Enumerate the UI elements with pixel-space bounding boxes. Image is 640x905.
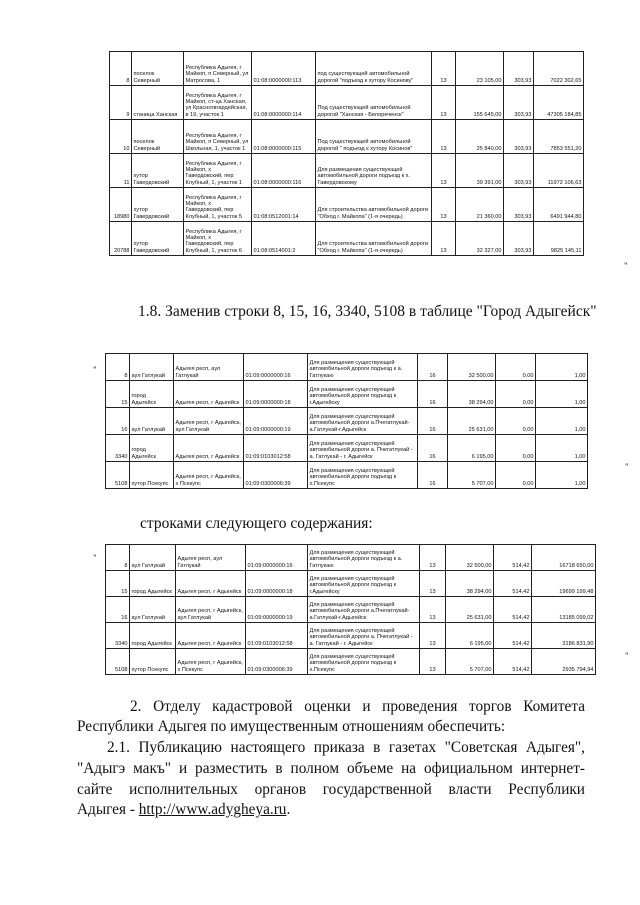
table-cell: 13 <box>420 545 446 571</box>
paragraph-2-1-line-2: "Адыгэ макъ" и разместить в полном объеме на официальном интернет- <box>77 760 585 777</box>
table-cell: 47305 184,85 <box>534 86 584 120</box>
table-cell: 0,00 <box>496 381 536 408</box>
table-cell: Адыгея респ, г Адыгейск, х Псекупс <box>176 649 246 675</box>
table-cell: 16 <box>418 381 448 408</box>
table-cell: Республика Адыгея, г Майкоп, х Гавердовский, пер Клубный, 1, участок 6 <box>184 222 252 256</box>
table-cell: 10 <box>110 120 132 154</box>
quote-mark-mid-open: " <box>93 365 97 375</box>
table-cell: 13 <box>420 649 446 675</box>
table-cell: 15 <box>106 381 130 408</box>
table-cell: 13 <box>432 188 456 222</box>
table-cell: Адыгея респ, г Адыгейск <box>174 435 244 462</box>
table-cell: 514,42 <box>494 571 532 597</box>
table-cell: 3340 <box>106 435 130 462</box>
table-cell: Адыгея респ, аул Гатлукай <box>174 354 244 381</box>
table-cell: 8 <box>106 354 130 381</box>
table-cell: Адыгея респ, г Адыгейск <box>176 623 246 649</box>
table-cell: Для строительства автомобильной дороги "Обход г. Майкопа" (1-я очередь) <box>316 222 432 256</box>
table-row <box>106 408 588 435</box>
table-cell: 21 360,00 <box>456 188 504 222</box>
table-cell: 155 645,00 <box>456 86 504 120</box>
table-cell: 39 391,00 <box>456 154 504 188</box>
table-row <box>106 545 596 571</box>
table-bot <box>105 544 596 675</box>
table-cell: 9 <box>110 86 132 120</box>
table-cell: 25 840,00 <box>456 120 504 154</box>
paragraph-2-1-text: Адыгея - <box>77 801 139 818</box>
table-cell: 13 <box>432 86 456 120</box>
table-cell: 11 <box>110 154 132 188</box>
table-cell: 15 <box>106 571 130 597</box>
quote-mark-bot-open: " <box>93 553 97 563</box>
table-row <box>110 52 584 86</box>
table-cell: поселок Северный <box>132 52 184 86</box>
table-cell: Адыгея респ, г Адыгейск, х Псекупс <box>174 462 244 489</box>
table-row <box>110 154 584 188</box>
table-row <box>106 623 596 649</box>
table-cell: Для размещения существующей автомобильной дороги подъезд к г.Адыгейску <box>308 381 418 408</box>
table-top <box>109 51 584 256</box>
table-cell: 8 <box>106 545 130 571</box>
table-cell: 32 500,00 <box>448 354 496 381</box>
table-cell: 0,00 <box>496 354 536 381</box>
table-cell: 0,00 <box>496 462 536 489</box>
table-cell: поселок Северный <box>132 120 184 154</box>
table-bot-grid <box>105 544 596 675</box>
table-row <box>110 188 584 222</box>
table-row <box>106 435 588 462</box>
table-cell: хутор Гавердовский <box>132 188 184 222</box>
table-cell: аул Гатлукай <box>130 354 174 381</box>
table-cell: 32 327,00 <box>456 222 504 256</box>
table-cell: 7853 551,20 <box>534 120 584 154</box>
table-cell: 01:09:0300006:39 <box>246 649 308 675</box>
table-cell: 25 631,00 <box>446 597 494 623</box>
table-cell: 0,00 <box>496 435 536 462</box>
table-cell: хутор Гавердовский <box>132 222 184 256</box>
paragraph-2-1-period: . <box>286 801 291 818</box>
table-cell: 32 500,00 <box>446 545 494 571</box>
table-row <box>110 222 584 256</box>
table-row <box>106 597 596 623</box>
table-cell: Для размещения существующей автомобильной дороги подъезд к х.Псекупс <box>308 462 418 489</box>
paragraph-2-1-line-1: 2.1. Публикацию настоящего приказа в газетах "Советская Адыгея", <box>107 739 585 756</box>
table-cell: 13 <box>432 52 456 86</box>
table-cell: Под существующей автомобильной дорогой "Ханская - Белореченск" <box>316 86 432 120</box>
table-cell: 3340 <box>106 623 130 649</box>
table-cell: Республика Адыгея, г Майкоп, ст-ца Ханская, ул Красногвгардейская, в 19, участок 1 <box>184 86 252 120</box>
table-cell: Под существующей автомобильной дорогой " подъезд к хутору Косинов" <box>316 120 432 154</box>
table-cell: 16 <box>418 408 448 435</box>
table-cell: 5 707,00 <box>448 462 496 489</box>
table-cell: Адыгея респ, г Адыгейск <box>174 381 244 408</box>
table-cell: 01:09:0000000:16 <box>244 354 308 381</box>
quote-mark-bot-close: " <box>625 651 629 661</box>
table-cell: 1,00 <box>536 408 588 435</box>
table-cell: 01:09:0103012:58 <box>244 435 308 462</box>
table-cell: Республика Адыгея, г Майкоп, п Северный, ул Школьная, 1, участок 1 <box>184 120 252 154</box>
paragraph-2-line-1: 2. Отделу кадастровой оценки и проведения торгов Комитета <box>130 698 585 715</box>
table-cell: 303,93 <box>504 52 534 86</box>
table-cell: 23 105,00 <box>456 52 504 86</box>
table-cell: 514,42 <box>494 545 532 571</box>
table-cell: Для размещения существующей автомобильной дороги а. Пчегатлукай - а. Гатлукай - г. Адыгейск <box>308 435 418 462</box>
quote-mark-top: " <box>624 261 628 271</box>
table-cell: Для размещения существующей автомобильной дороги подъезд к а. Гатлукаю <box>308 545 420 571</box>
table-cell: 1,00 <box>536 435 588 462</box>
table-cell: 01:08:0000000:115 <box>252 120 316 154</box>
table-cell: 01:09:0300006:39 <box>244 462 308 489</box>
table-cell: 01:09:0000000:19 <box>244 408 308 435</box>
table-row <box>110 120 584 154</box>
table-cell: 01:09:0000000:18 <box>244 381 308 408</box>
table-cell: 13 <box>420 623 446 649</box>
table-cell: 514,42 <box>494 649 532 675</box>
table-cell: аул Гатлукай <box>130 545 176 571</box>
table-cell: 01:08:0512001:14 <box>252 188 316 222</box>
table-cell: 13 <box>432 154 456 188</box>
paragraph-2-1-line-4 <box>77 800 585 820</box>
table-cell: Республика Адыгея, г Майкоп, п Северный, ул Матросова, 1 <box>184 52 252 86</box>
table-cell: Для строительства автомобильной дороги "Обход г. Майкопа" (1-я очередь) <box>316 188 432 222</box>
table-cell: 13 <box>420 597 446 623</box>
table-cell: станица Ханская <box>132 86 184 120</box>
table-mid-grid <box>105 353 588 489</box>
table-row <box>106 354 588 381</box>
table-row <box>106 381 588 408</box>
paragraph-2-1-line-3: сайте исполнительных органов государственной власти Республики <box>77 781 585 798</box>
table-cell: 2935 794,94 <box>532 649 596 675</box>
table-cell: Республика Адыгея, г Майкоп, х Гавердовский, пер Клубный, 1, участок 1 <box>184 154 252 188</box>
table-row <box>106 649 596 675</box>
table-cell: 01:08:0000000:116 <box>252 154 316 188</box>
table-cell: Адыгея респ, аул Гатлукай <box>176 545 246 571</box>
table-cell: Республика Адыгея, г Майкоп, х Гавердовский, пер Клубный, 1, участок 5 <box>184 188 252 222</box>
table-cell: Для размещения существующей автомобильной дороги подъезд к х. Гавердовскому <box>316 154 432 188</box>
table-cell: 1,00 <box>536 381 588 408</box>
table-cell: 13185 099,02 <box>532 597 596 623</box>
table-cell: 16 <box>418 435 448 462</box>
table-cell: 19699 199,48 <box>532 571 596 597</box>
table-cell: Для размещения существующей автомобильной дороги подъезд к а. Гатлукаю <box>308 354 418 381</box>
table-cell: Адыгея респ, г Адыгейск, аул Гатлукай <box>174 408 244 435</box>
table-cell: 38 294,00 <box>446 571 494 597</box>
table-cell: Адыгея респ, г Адыгейск, аул Гатлукай <box>176 597 246 623</box>
section-heading: 1.8. Заменив строки 8, 15, 16, 3340, 5108 в таблице "Город Адыгейск" <box>138 303 597 320</box>
table-cell: 0,00 <box>496 408 536 435</box>
paragraph-2-line-2: Республики Адыгея по имущественным отношениям обеспечить: <box>77 718 506 735</box>
table-cell: Для размещения существующей автомобильной дороги подъезд к г.Адыгейску <box>308 571 420 597</box>
quote-mark-mid-close: " <box>625 462 629 472</box>
table-cell: 01:08:0000000:114 <box>252 86 316 120</box>
table-cell: Для размещения существующей автомобильной дороги а.Пчегатлукай- а.Гатлукай-г.Адыгейск <box>308 408 418 435</box>
table-cell: 16718 650,00 <box>532 545 596 571</box>
table-cell: 303,93 <box>504 188 534 222</box>
table-cell: аул Гатлукай <box>130 597 176 623</box>
table-cell: 303,93 <box>504 86 534 120</box>
table-cell: 11972 106,63 <box>534 154 584 188</box>
table-cell: 1,00 <box>536 354 588 381</box>
table-cell: 20788 <box>110 222 132 256</box>
table-cell: 25 631,00 <box>448 408 496 435</box>
table-cell: 01:08:0000000:113 <box>252 52 316 86</box>
table-cell: 5108 <box>106 649 130 675</box>
website-link[interactable]: http://www.adygheya.ru <box>138 801 287 818</box>
table-cell: 303,93 <box>504 154 534 188</box>
table-row <box>106 571 596 597</box>
table-cell: 01:09:0000000:19 <box>246 597 308 623</box>
table-cell: 38 294,00 <box>448 381 496 408</box>
table-cell: 8 <box>110 52 132 86</box>
table-cell: город Адыгейск <box>130 623 176 649</box>
table-row <box>106 462 588 489</box>
table-cell: 5108 <box>106 462 130 489</box>
table-cell: 9825 145,11 <box>534 222 584 256</box>
table-cell: Для размещения существующей автомобильной дороги подъезд к х.Псекупс <box>308 649 420 675</box>
table-cell: 16 <box>106 408 130 435</box>
table-cell: 514,42 <box>494 623 532 649</box>
table-cell: 01:09:0103012:58 <box>246 623 308 649</box>
table-cell: город Адыгейск <box>130 571 176 597</box>
table-top-grid <box>109 51 584 256</box>
table-cell: город Адыгейск <box>130 381 174 408</box>
subheading: строками следующего содержания: <box>140 515 373 532</box>
table-cell: 303,93 <box>504 222 534 256</box>
table-mid <box>105 353 588 489</box>
table-cell: Адыгея респ, г Адыгейск <box>176 571 246 597</box>
table-cell: хутор Псекупс <box>130 462 174 489</box>
table-cell: 01:09:0000000:16 <box>246 545 308 571</box>
table-cell: 01:08:0514001:2 <box>252 222 316 256</box>
table-cell: Для размещения существующей автомобильной дороги а. Пчегатлукай - а. Гатлукай - г. Адыгейск <box>308 623 420 649</box>
table-cell: 5 707,00 <box>446 649 494 675</box>
table-cell: Для размещения существующей автомобильной дороги а.Пчегатлукай- а.Гатлукай-г.Адыгейск <box>308 597 420 623</box>
table-cell: 3186 831,90 <box>532 623 596 649</box>
table-cell: под существующей автомобильной дорогой "подъезд к хутору Косинову" <box>316 52 432 86</box>
table-cell: 01:09:0000000:18 <box>246 571 308 597</box>
table-cell: хутор Псекупс <box>130 649 176 675</box>
table-cell: 13 <box>432 120 456 154</box>
table-cell: 18980 <box>110 188 132 222</box>
table-cell: 6 195,00 <box>446 623 494 649</box>
table-cell: 7022 302,65 <box>534 52 584 86</box>
table-cell: 514,42 <box>494 597 532 623</box>
table-cell: 16 <box>106 597 130 623</box>
table-cell: 6 195,00 <box>448 435 496 462</box>
table-cell: 16 <box>418 354 448 381</box>
table-cell: 1,00 <box>536 462 588 489</box>
table-cell: аул Гатлукай <box>130 408 174 435</box>
table-cell: 303,93 <box>504 120 534 154</box>
table-cell: 16 <box>418 462 448 489</box>
table-cell: хутор Гавердовский <box>132 154 184 188</box>
table-cell: 13 <box>420 571 446 597</box>
table-cell: 6491 944,80 <box>534 188 584 222</box>
table-row <box>110 86 584 120</box>
table-cell: 13 <box>432 222 456 256</box>
table-cell: город Адыгейск <box>130 435 174 462</box>
